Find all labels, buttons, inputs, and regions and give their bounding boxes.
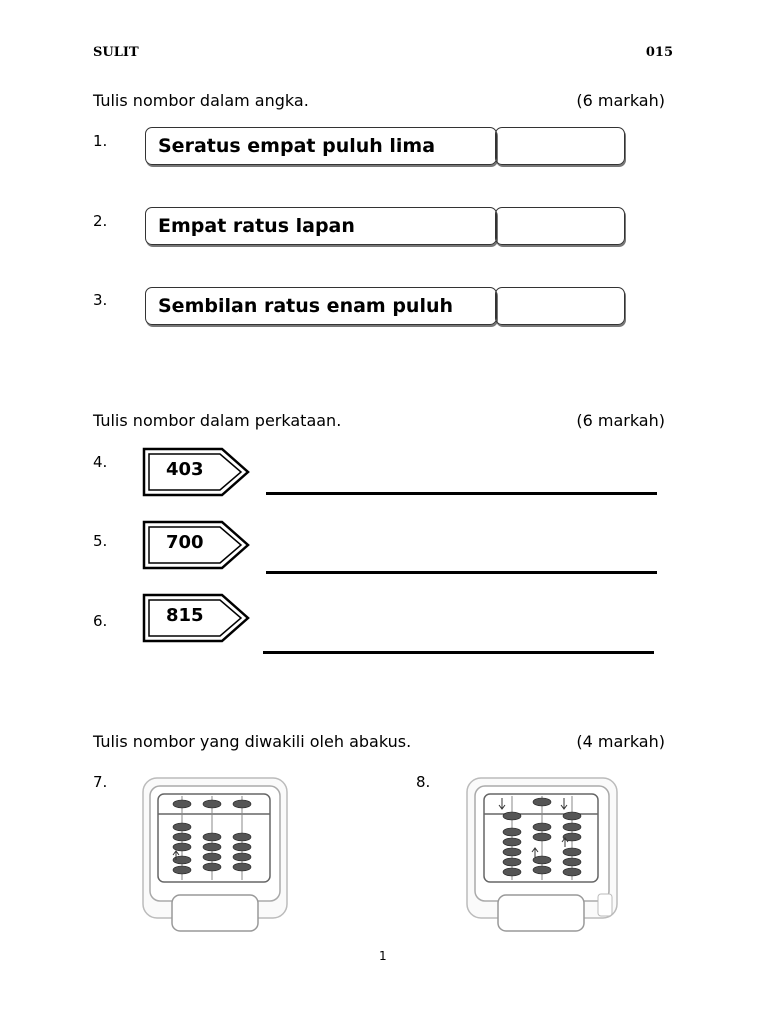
section2-marks: (6 markah) — [576, 411, 665, 430]
answer-line[interactable] — [263, 651, 654, 654]
answer-line[interactable] — [266, 492, 657, 495]
header-code: 015 — [645, 45, 673, 60]
question-number: 8. — [416, 773, 431, 791]
section2-instruction: Tulis nombor dalam perkataan. — [93, 411, 342, 430]
question-number: 3. — [93, 291, 108, 309]
number-words-box: Sembilan ratus enam puluh — [145, 287, 497, 325]
abacus-image — [462, 772, 627, 942]
question-number: 6. — [93, 612, 108, 630]
abacus-image — [138, 772, 293, 942]
section1-marks: (6 markah) — [576, 91, 665, 110]
answer-box[interactable] — [495, 207, 625, 245]
answer-box[interactable] — [495, 127, 625, 165]
question-number: 1. — [93, 132, 108, 150]
section3-instruction: Tulis nombor yang diwakili oleh abakus. — [93, 732, 412, 751]
question-number: 5. — [93, 532, 108, 550]
section3-marks: (4 markah) — [576, 732, 665, 751]
number-value: 815 — [166, 605, 204, 626]
number-words-box: Empat ratus lapan — [145, 207, 497, 245]
section1-instruction: Tulis nombor dalam angka. — [93, 91, 309, 110]
number-value: 403 — [166, 459, 204, 480]
answer-box[interactable] — [495, 287, 625, 325]
number-value: 700 — [166, 532, 204, 553]
question-number: 2. — [93, 212, 108, 230]
number-words-box: Seratus empat puluh lima — [145, 127, 497, 165]
question-number: 7. — [93, 773, 108, 791]
answer-line[interactable] — [266, 571, 657, 574]
header-sulit: SULIT — [93, 45, 139, 60]
question-number: 4. — [93, 453, 108, 471]
page-number: 1 — [379, 949, 387, 963]
